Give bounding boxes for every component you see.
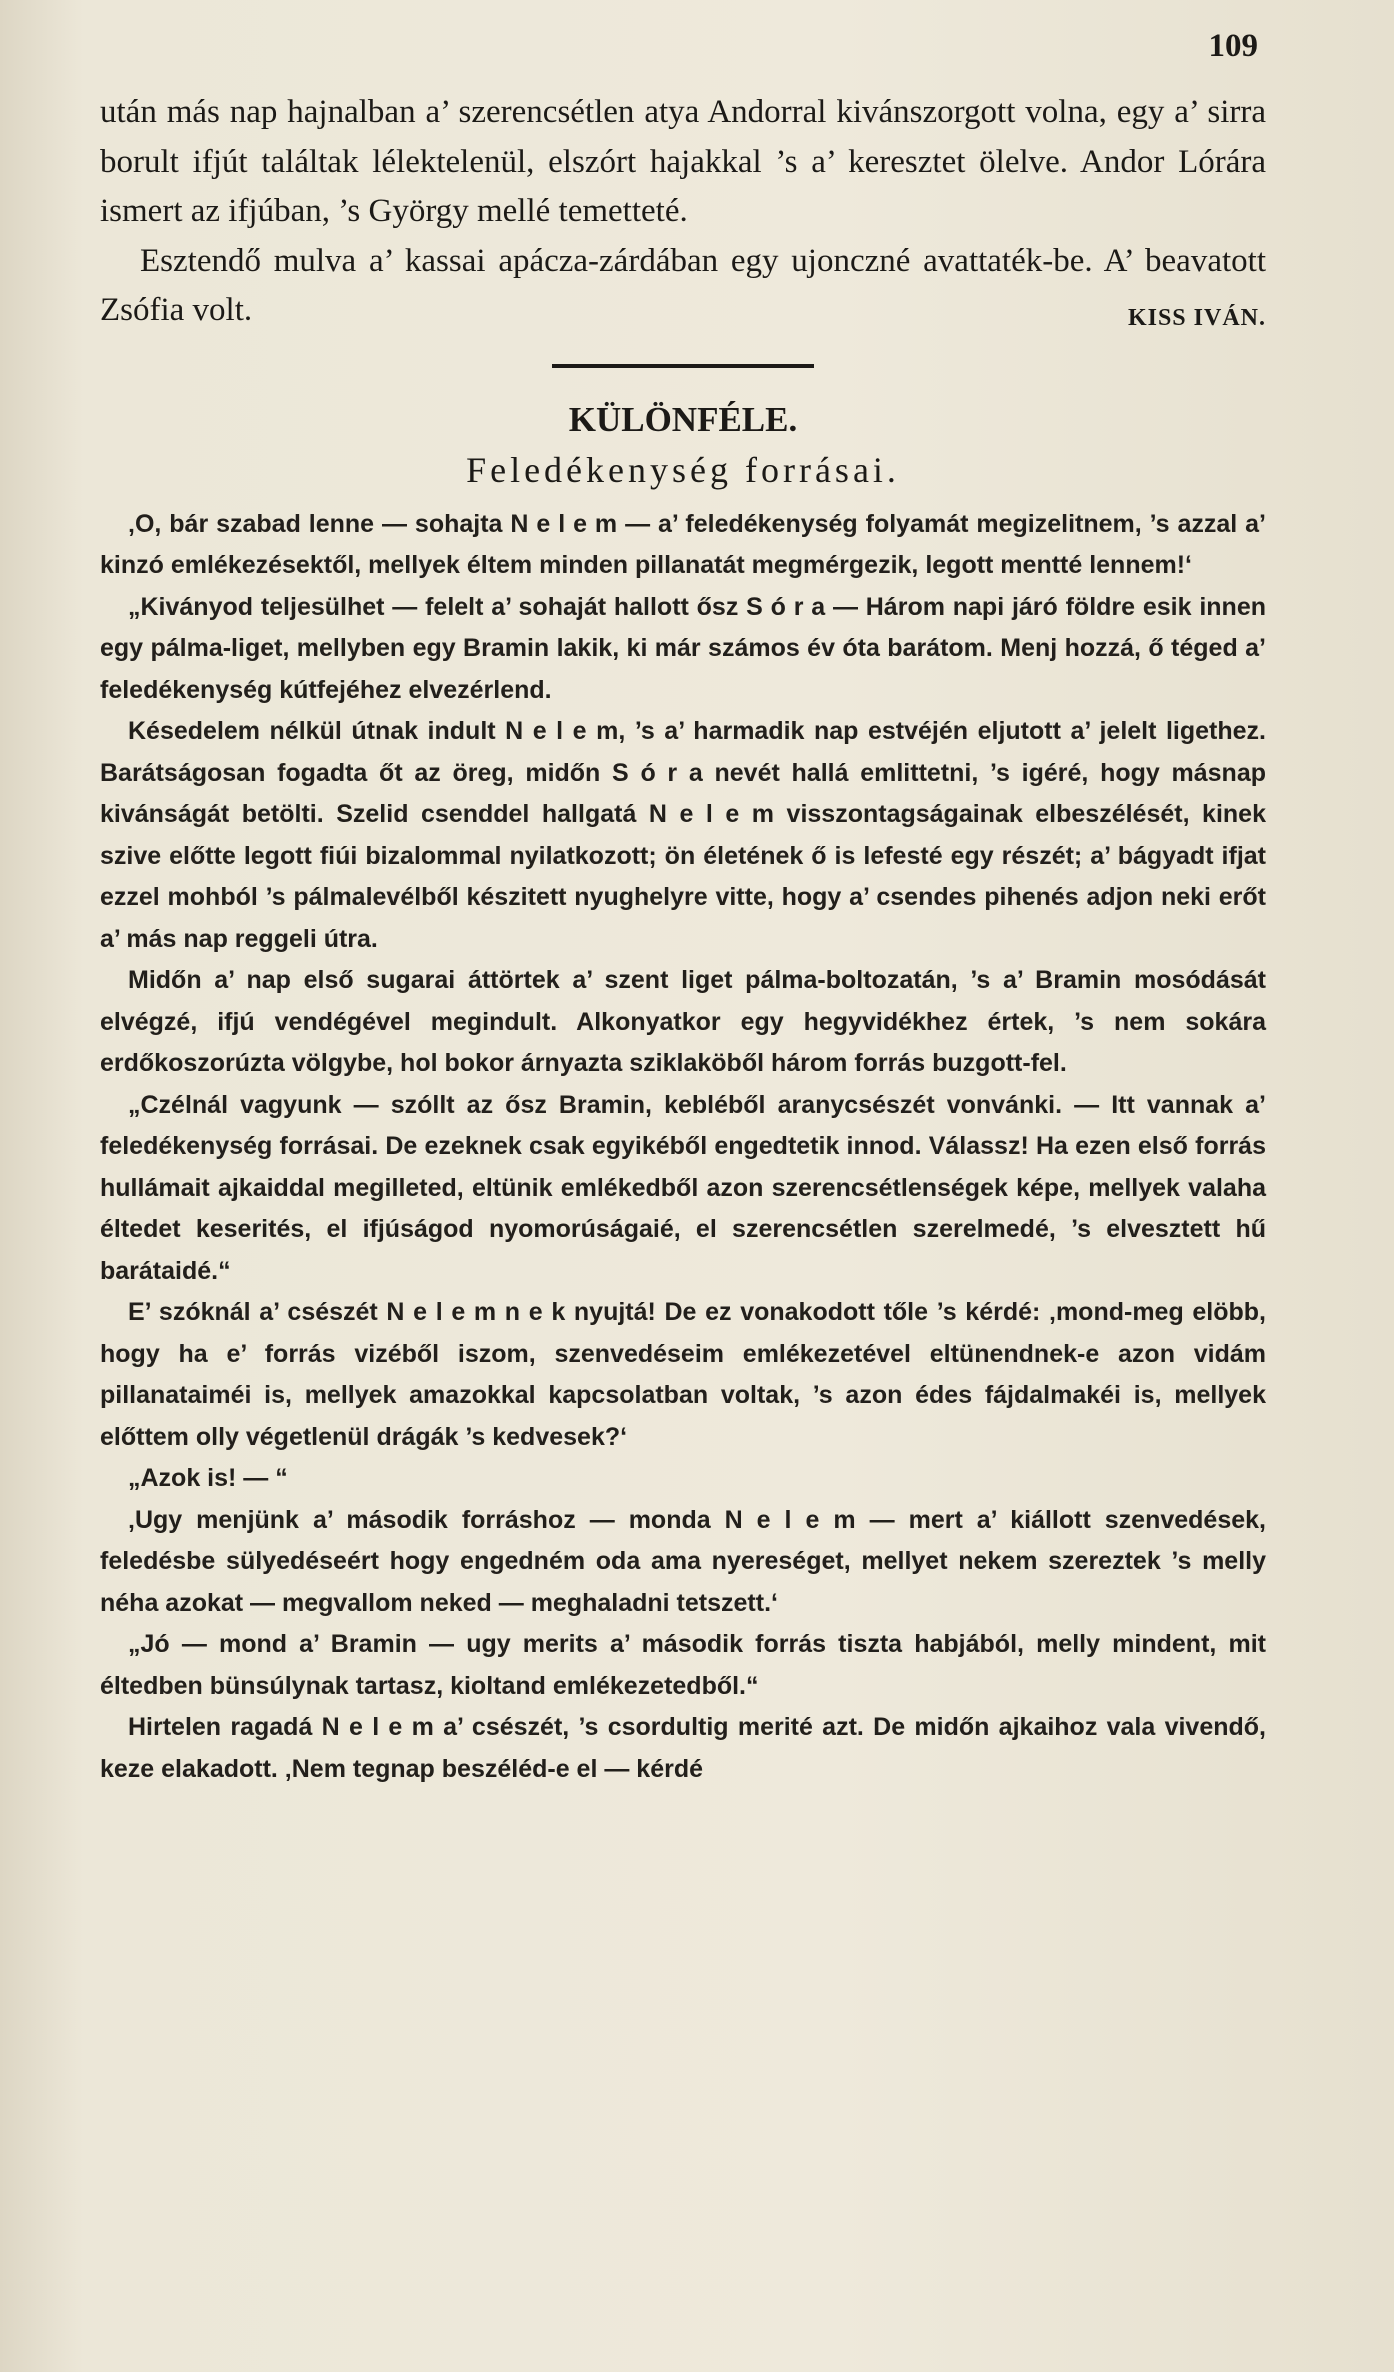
article-paragraph: Midőn a’ nap első sugarai áttörtek a’ szent liget pálma-boltozatán, ’s a’ Bramin mosódását elvégzé, ifjú vendégével megindult. Alkonyatkor egy hegyvidékhez értek, ’s nem sokára erdőkoszorúzta völgybe, hol bokor árnyazta sziklaköből három forrás buzgott-fel. xyxy=(100,966,1266,1077)
article-body xyxy=(100,504,1266,1791)
section-title: KÜLÖNFÉLE. xyxy=(568,399,798,439)
article-paragraph: „Kiványod teljesülhet — felelt a’ sohaját hallott ősz S ó r a — Három napi járó földre esik innen egy pálma-liget, mellyben egy Bramin lakik, ki már számos év óta barátom. Menj hozzá, ő téged a’ feledékenység kútfejéhez elvezérlend. xyxy=(100,592,1266,704)
article-title: Feledékenység forrásai. xyxy=(466,449,900,490)
story-signature-line xyxy=(100,237,1266,336)
article-paragraph: „Jó — mond a’ Bramin — ugy merits a’ második forrás tiszta habjából, melly mindent, mit éltedben bünsúlynak tartasz, kioltand emlékezetedből.“ xyxy=(100,1630,1266,1700)
article-paragraph: Késedelem nélkül útnak indult N e l e m, ’s a’ harmadik nap estvéjén eljutott a’ jelelt ligethez. Barátságosan fogadta őt az öreg, midőn S ó r a nevét hallá emlittetni, ’s igéré, hogy másnap kivánságát betölti. Szelid csenddel hallgatá N e l e m visszontagságainak elbeszélését, kinek szive előtte legott fiúi bizalommal nyilatkozott; ön életének ő is lefesté egy részét; a’ bágyadt ifjat ezzel mohból ’s pálmalevélből készitett nyughelyre vitte, hogy a’ csendes pihenés adjon neki erőt a’ más nap reggeli útra. xyxy=(100,717,1266,953)
article-paragraph: E’ szóknál a’ csészét N e l e m n e k nyujtá! De ez vonakodott tőle ’s kérdé: ‚mond-meg elöbb, hogy ha e’ forrás vizéből iszom, szenvedéseim emlékezetével eltünendnek-e azon vidám pillanataiméi is, mellyek amazokkal kapcsolatban voltak, ’s azon édes fájdalmakéi is, mellyek előttem olly végetlenül drágák ’s kedvesek?‘ xyxy=(100,1298,1266,1451)
story-paragraph: Esztendő mulva a’ kassai apácza-zárdában egy ujonczné avattaték-be. A’ beavatott Zsófia volt. xyxy=(100,242,1266,328)
story-ending xyxy=(100,88,1266,336)
article-paragraph: „Czélnál vagyunk — szóllt az ősz Bramin, kebléből aranycsészét vonvánki. — Itt vannak a’ feledékenység forrásai. De ezeknek csak egyikéből engedtetik innod. Válassz! Ha ezen első forrás hullámait ajkaiddal megilleted, eltünik emlékedből azon szerencsétlenségek képe, mellyek valaha éltedet keserités, el ifjúságod nyomorúságaié, el szerencsétlen szerelmedé, ’s elvesztett hű barátaidé.“ xyxy=(100,1090,1266,1285)
article-paragraph: ‚Ugy menjünk a’ második forráshoz — monda N e l e m — mert a’ kiállott szenvedések, feledésbe sülyedéseért hogy engedném oda ama nyereséget, mellyet nekem szereztek ’s melly néha azokat — megvallom neked — meghaladni tetszett.‘ xyxy=(100,1505,1266,1617)
story-paragraph: után más nap hajnalban a’ szerencsétlen atya Andorral kivánszorgott volna, egy a’ sirra borult ifjút találtak lélektelenül, elszórt hajakkal ’s a’ keresztet ölelve. Andor Lórára ismert az ifjúban, ’s György mellé temetteté. xyxy=(100,94,1266,229)
article-paragraph: ‚O, bár szabad lenne — sohajta N e l e m — a’ feledékenység folyamát megizelitnem, ’s azzal a’ kinzó emlékezésektől, mellyek éltem minden pillanatát megmérgezik, legott mentté lennem!‘ xyxy=(100,509,1266,579)
section-divider xyxy=(552,364,814,368)
article-paragraph: Hirtelen ragadá N e l e m a’ csészét, ’s csordultig merité azt. De midőn ajkaihoz vala vivendő, keze elakadott. ‚Nem tegnap beszéléd-e el — kérdé xyxy=(100,1713,1266,1783)
article-paragraph: „Azok is! — “ xyxy=(128,1464,288,1492)
story-author: KISS IVÁN. xyxy=(1127,304,1266,331)
page-number: 109 xyxy=(1208,28,1258,64)
